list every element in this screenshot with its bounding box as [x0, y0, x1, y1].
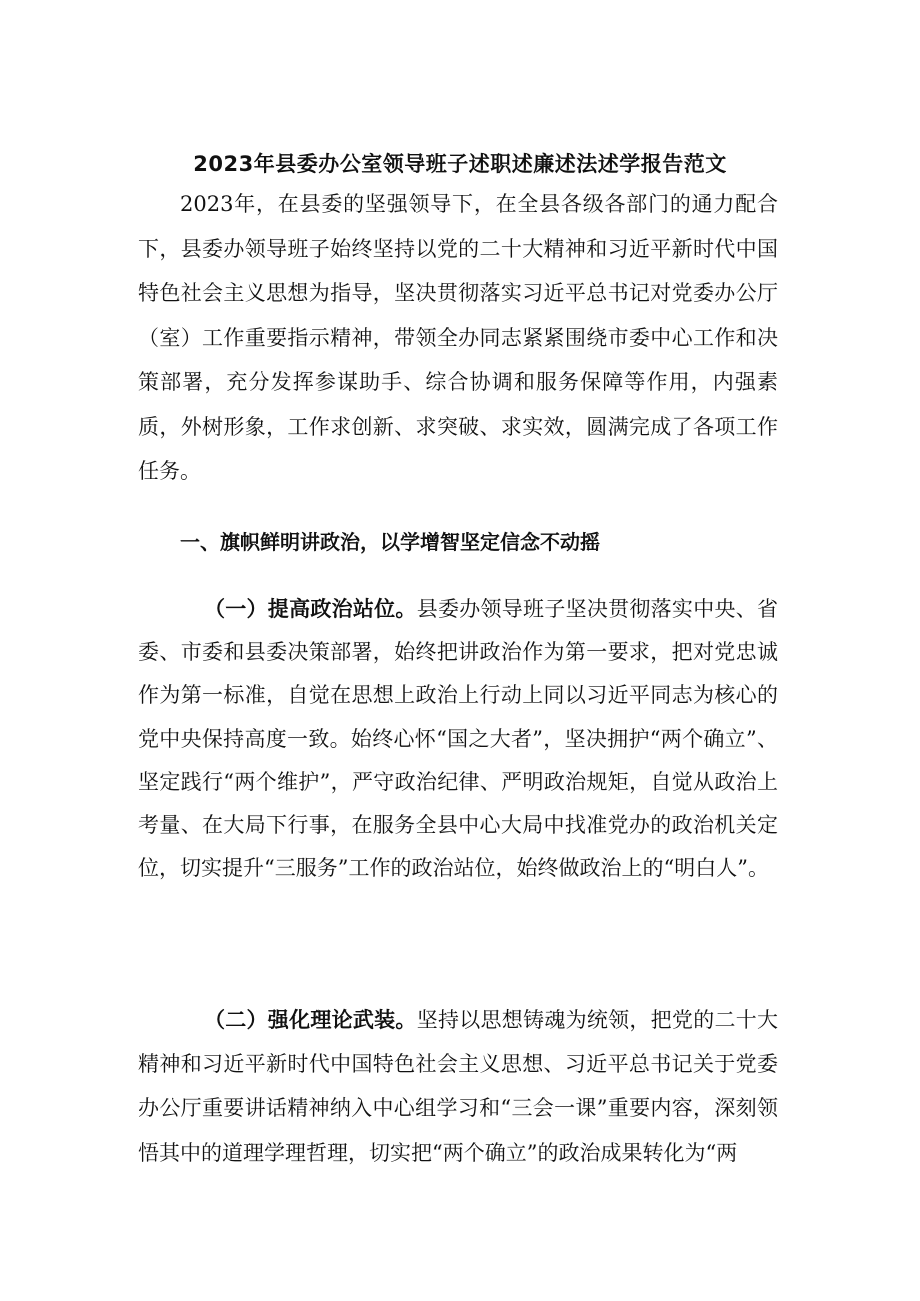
paragraph-lead: （二）强化理论武装。	[204, 1008, 417, 1032]
paragraph-text: 县委办领导班子坚决贯彻落实中央、省委、市委和县委决策部署，始终把讲政治作为第一要求，把对党忠诚作为第一标准，自觉在思想上政治上行动上同以习近平同志为核心的党中央保持高度一致。始终心怀“国之大者”，坚决拥护“两个确立”、坚定践行“两个维护”，严守政治纪律、严明政治规矩，自觉从政治上考量、在大局下行事，在服务全县中心大局中找准党办的政治机关定位，切实提升“三服务”工作的政治站位，始终做政治上的“明白人”。	[138, 597, 779, 881]
document-title: 2023年县委办公室领导班子述职述廉述法述学报告范文	[193, 152, 727, 176]
paragraph-lead: （一）提高政治站位。	[204, 597, 417, 621]
paragraph-text: 坚持以思想铸魂为统领，把党的二十大精神和习近平新时代中国特色社会主义思想、习近平总书记关于党委办公厅重要讲话精神纳入中心组学习和“三会一课”重要内容，深刻领悟其中的道理学理哲理，切实把“两个确立”的政治成果转化为“两	[138, 1008, 779, 1165]
paragraph-theory-study	[138, 998, 778, 1175]
intro-paragraph: 2023年，在县委的坚强领导下，在全县各级各部门的通力配合下，县委办领导班子始终坚持以党的二十大精神和习近平新时代中国特色社会主义思想为指导，坚决贯彻落实习近平总书记对党委办公厅（室）工作重要指示精神，带领全办同志紧紧围绕市委中心工作和决策部署，充分发挥参谋助手、综合协调和服务保障等作用，内强素质，外树形象，工作求创新、求突破、求实效，圆满完成了各项工作任务。	[138, 192, 778, 483]
section-heading: 一、旗帜鲜明讲政治，以学增智坚定信念不动摇	[180, 530, 600, 554]
paragraph-political-stance	[138, 588, 778, 890]
